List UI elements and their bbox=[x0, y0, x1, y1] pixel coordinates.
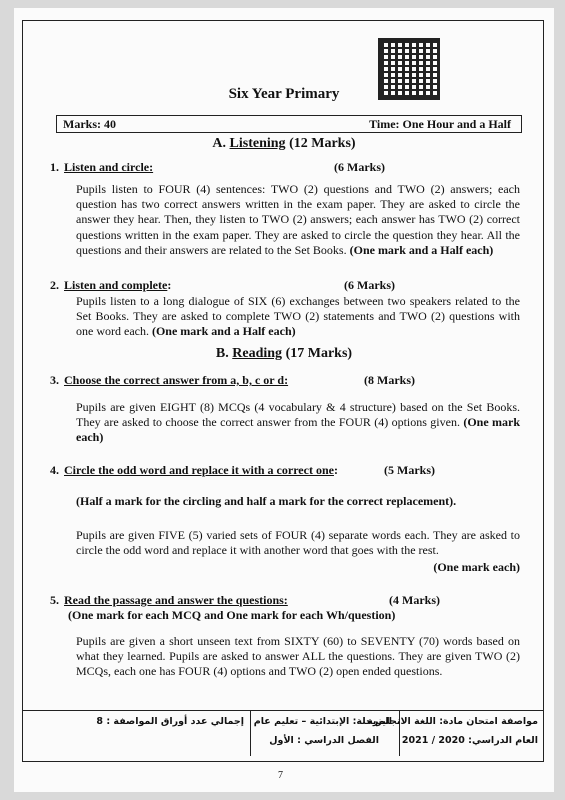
marks-time-bar bbox=[56, 115, 522, 133]
question-5-body: Pupils are given a short unseen text from SIXTY (60) to SEVENTY (70) words based on what they learned. Pupils are asked to answer ALL the questions. They are given TWO (2) MCQs, each one has FOUR (4) options and TWO (2) open ended questions. bbox=[76, 634, 520, 679]
footer-year: العام الدراسي: 2020 / 2021 bbox=[401, 735, 538, 746]
question-1-body: Pupils listen to FOUR (4) sentences: TWO (2) questions and TWO (2) answers; each question has two correct answers written in the exam paper. They are asked to circle the answer they hear. Then, they listen to TWO (2) answers; each answer has TWO (2) correct questions written in the exam paper. They are asked to circle the question they hear. All the questions and their answers are related to the Set Books. (One mark and a Half each) bbox=[76, 182, 520, 257]
footer-subject: مواصفة امتحان مادة: اللغة الانجليزية bbox=[367, 716, 538, 727]
footer-stage: المرحلة: الإبتدائية – تعليم عام bbox=[253, 716, 392, 727]
page-number: 7 bbox=[278, 770, 283, 781]
question-3-body: Pupils are given EIGHT (8) MCQs (4 vocabulary & 4 structure) based on the Set Books. They are asked to choose the correct answer from the FOUR (4) options given. (One mark each) bbox=[76, 400, 521, 445]
question-4-body: Pupils are given FIVE (5) varied sets of FOUR (4) separate words each. They are asked to circle the odd word and replace it with another word that goes with the rest. bbox=[76, 528, 520, 558]
footer-divider bbox=[22, 710, 544, 711]
question-5-note: (One mark for each MCQ and One mark for each Wh/question) bbox=[68, 608, 396, 622]
page-title: Six Year Primary bbox=[228, 86, 340, 102]
question-4-heading: 4. Circle the odd word and replace it with a correct one: (5 Marks) bbox=[50, 463, 435, 477]
section-b-heading: B. Reading (17 Marks) bbox=[215, 346, 353, 361]
question-2-body: Pupils listen to a long dialogue of SIX (6) exchanges between two speakers related to the Set Books. They are asked to complete TWO (2) statements and TWO (2) questions with one word each. (One mark and a Half each) bbox=[76, 294, 520, 339]
footer-term: الفصل الدراسي : الأول bbox=[269, 735, 379, 746]
footer-separator bbox=[250, 710, 251, 756]
total-marks: Marks: 40 bbox=[63, 117, 116, 131]
exam-time: Time: One Hour and a Half bbox=[369, 117, 511, 131]
question-2-heading: 2. Listen and complete: (6 Marks) bbox=[50, 278, 395, 292]
exam-page bbox=[14, 8, 554, 792]
question-4-mark-note: (One mark each) bbox=[433, 560, 520, 574]
footer-total-pages: إجمالي عدد أوراق المواصفة : 8 bbox=[96, 716, 244, 727]
question-4-note: (Half a mark for the circling and half a mark for the correct replacement). bbox=[76, 494, 457, 508]
question-5-heading: 5. Read the passage and answer the questions: (4 Marks) bbox=[50, 593, 440, 607]
question-1-heading: 1. Listen and circle: (6 Marks) bbox=[50, 160, 385, 174]
section-a-heading: A. Listening (12 Marks) bbox=[212, 136, 356, 151]
question-3-heading: 3. Choose the correct answer from a, b, c or d: (8 Marks) bbox=[50, 373, 415, 387]
